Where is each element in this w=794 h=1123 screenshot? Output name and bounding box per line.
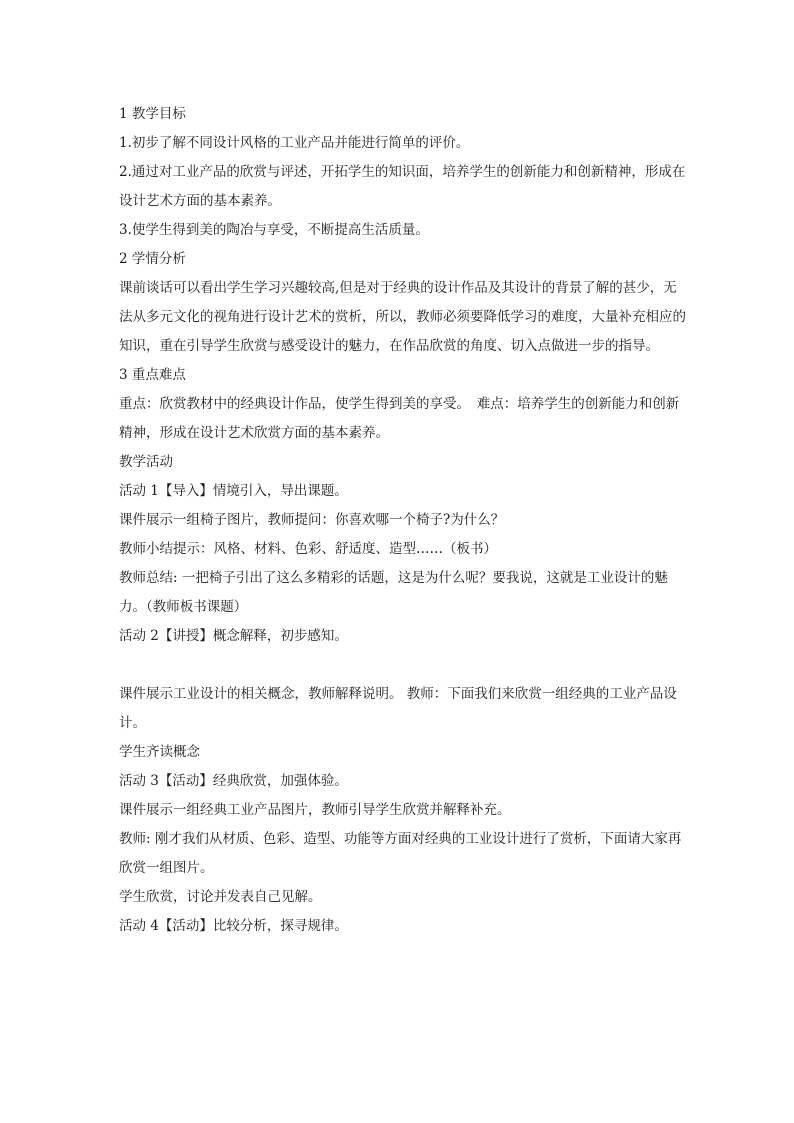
activity-3-step-2: 教师: 刚才我们从材质、色彩、造型、功能等方面对经典的工业设计进行了赏析，下面请大家再欣赏一组图片。 [119,831,682,876]
activity-1-step-3: 教师总结: 一把椅子引出了这么多精彩的话题，这是为什么呢？要我说，这就是工业设计的魅力。（教师板书课题） [119,570,668,615]
activity-2-step-2: 学生齐读概念 [119,744,200,760]
heading-teaching-goals: 1 教学目标 [119,106,186,122]
activity-1-title: 活动 1【导入】情境引入，导出课题。 [119,483,348,499]
activity-3-title: 活动 3【活动】经典欣赏，加强体验。 [119,773,348,789]
heading-key-points: 3 重点难点 [119,367,186,383]
heading-student-analysis: 2 学情分析 [119,251,186,267]
activity-2-step-1: 课件展示工业设计的相关概念，教师解释说明。 教师：下面我们来欣赏一组经典的工业产品设计。 [119,686,677,731]
activity-4-title: 活动 4【活动】比较分析，探寻规律。 [119,918,348,934]
heading-teaching-activities: 教学活动 [119,454,173,470]
goal-item-3: 3.使学生得到美的陶冶与享受，不断提高生活质量。 [119,222,429,238]
key-points-text: 重点：欣赏教材中的经典设计作品，使学生得到美的享受。 难点：培养学生的创新能力和创新精神，形成在设计艺术欣赏方面的基本素养。 [119,396,680,441]
goal-item-2: 2.通过对工业产品的欣赏与评述，开拓学生的知识面，培养学生的创新能力和创新精神，形成在设计艺术方面的基本素养。 [119,164,686,209]
activity-1-step-1: 课件展示一组椅子图片，教师提问：你喜欢哪一个椅子?为什么？ [119,512,505,528]
activity-3-step-3: 学生欣赏，讨论并发表自己见解。 [119,889,322,905]
goal-item-1: 1.初步了解不同设计风格的工业产品并能进行简单的评价。 [119,135,470,151]
activity-2-title: 活动 2【讲授】概念解释，初步感知。 [119,628,348,644]
activity-3-step-1: 课件展示一组经典工业产品图片，教师引导学生欣赏并解释补充。 [119,802,511,818]
activity-1-step-2: 教师小结提示：风格、材料、色彩、舒适度、造型……（板书） [119,541,497,557]
student-analysis-text: 课前谈话可以看出学生学习兴趣较高,但是对于经典的设计作品及其设计的背景了解的甚少，无法从多元文化的视角进行设计艺术的赏析，所以，教师必须要降低学习的难度，大量补充相应的知识，重在引导学生欣赏与感受设计的魅力，在作品欣赏的角度、切入点做进一步的指导。 [119,280,686,354]
document-body [119,100,689,941]
